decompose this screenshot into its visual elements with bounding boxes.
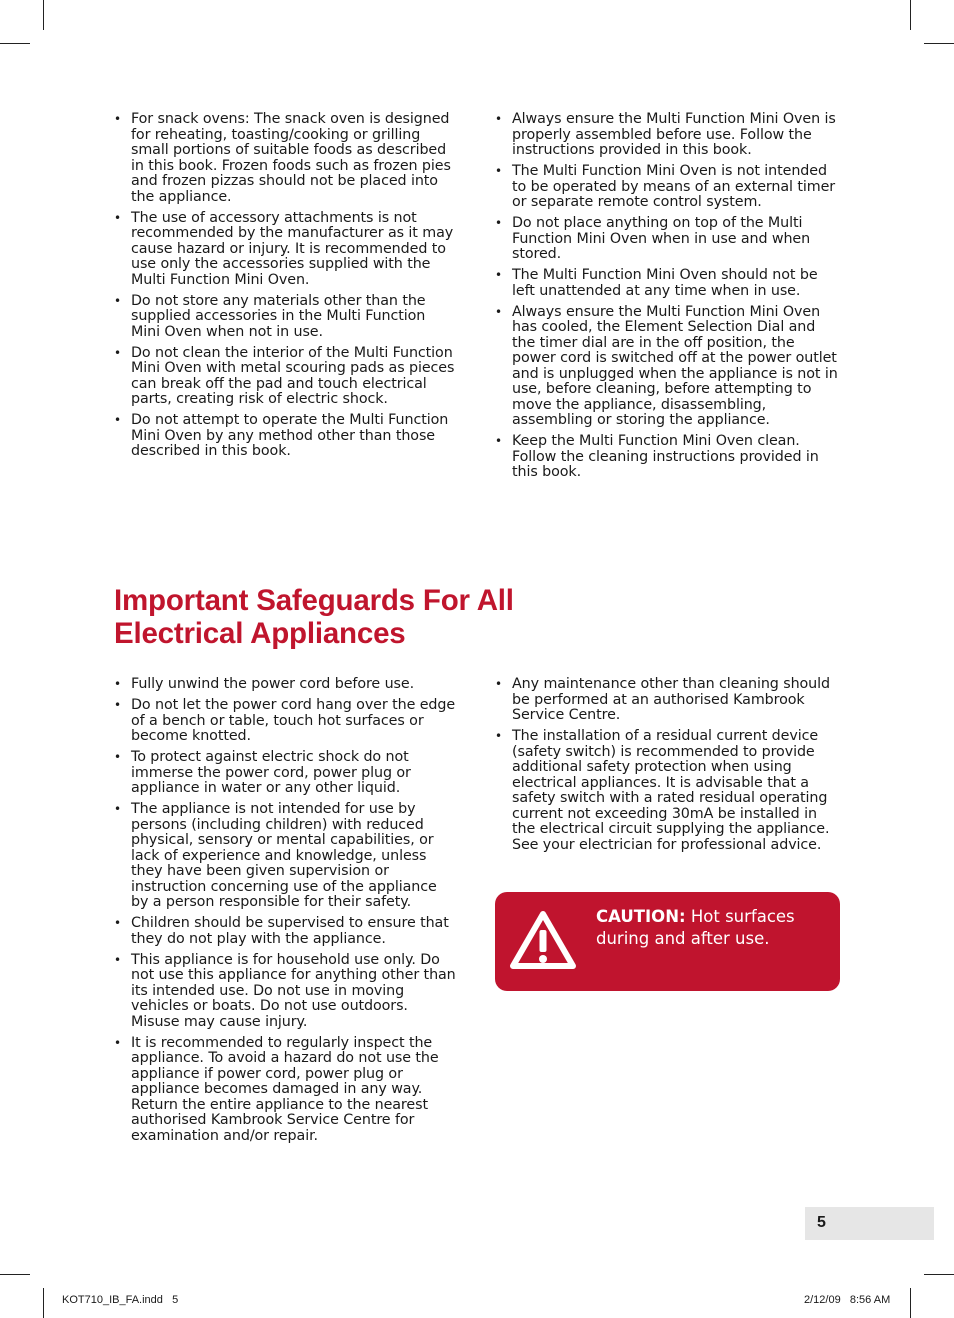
list-item: • Do not let the power cord hang over the edge of a bench or table, touch hot surfaces or become knotted. <box>114 698 457 745</box>
list-item: • The installation of a residual current device (safety switch) is recommended to provide additional safety protection when using electrical appliances. It is advisable that a safety switch with a rated residual operating current not exceeding 30mA be installed in the electrical circuit supplying the appliance. See your electrician for professional advice. <box>495 729 841 853</box>
crop-mark <box>910 0 911 30</box>
file-slug: KOT710_IB_FA.indd 5 <box>62 1294 179 1306</box>
crop-mark <box>910 1288 911 1318</box>
caution-box <box>495 892 840 991</box>
top-left-column <box>114 112 457 465</box>
crop-mark <box>43 1288 44 1318</box>
list-item: • Always ensure the Multi Function Mini Oven is properly assembled before use. Follow the instructions provided in this book. <box>495 112 841 159</box>
caution-label: CAUTION: <box>596 907 686 926</box>
list-item: • Keep the Multi Function Mini Oven clean. Follow the cleaning instructions provided in this book. <box>495 434 841 481</box>
bullet-list <box>114 112 457 460</box>
top-right-column <box>495 112 841 486</box>
crop-mark <box>0 43 30 44</box>
list-item: • It is recommended to regularly inspect the appliance. To avoid a hazard do not use the appliance if power cord, power plug or appliance becomes damaged in any way. Return the entire appliance to the nearest authorised Kambrook Service Centre for examination and/or repair. <box>114 1036 457 1145</box>
list-item: • This appliance is for household use only. Do not use this appliance for anything other than its intended use. Do not use in moving vehicles or boats. Do not use outdoors. Misuse may cause injury. <box>114 953 457 1031</box>
list-item: • Always ensure the Multi Function Mini Oven has cooled, the Element Selection Dial and the timer dial are in the off position, the power cord is switched off at the power outlet and is unplugged when the appliance is not in use, before cleaning, before attempting to move the appliance, disassembling, assembling or storing the appliance. <box>495 305 841 429</box>
caution-text: Hot surfaces during and after use. <box>596 907 795 948</box>
crop-mark <box>924 43 954 44</box>
date-slug: 2/12/09 8:56 AM <box>804 1294 891 1306</box>
page-number: 5 <box>817 1214 826 1231</box>
page-number-tab <box>805 1207 934 1240</box>
crop-mark <box>924 1274 954 1275</box>
bullet-list <box>114 677 457 1144</box>
caution-message <box>596 906 831 950</box>
list-item: • Any maintenance other than cleaning should be performed at an authorised Kambrook Service Centre. <box>495 677 841 724</box>
section-heading <box>114 584 634 650</box>
list-item: • Do not attempt to operate the Multi Function Mini Oven by any method other than those described in this book. <box>114 413 457 460</box>
list-item: • The Multi Function Mini Oven is not intended to be operated by means of an external timer or separate remote control system. <box>495 164 841 211</box>
section-right-column <box>495 677 841 859</box>
crop-mark <box>0 1274 30 1275</box>
bullet-list <box>495 112 841 481</box>
list-item: • Do not place anything on top of the Multi Function Mini Oven when in use and when stored. <box>495 216 841 263</box>
crop-mark <box>43 0 44 30</box>
heading-line: Important Safeguards For All <box>114 584 514 617</box>
list-item: • To protect against electric shock do not immerse the power cord, power plug or appliance in water or any other liquid. <box>114 750 457 797</box>
list-item: • The appliance is not intended for use by persons (including children) with reduced physical, sensory or mental capabilities, or lack of experience and knowledge, unless they have been given supervision or instruction concerning use of the appliance by a person responsible for their safety. <box>114 802 457 911</box>
warning-triangle-icon <box>508 909 578 973</box>
list-item: • Fully unwind the power cord before use. <box>114 677 457 693</box>
list-item: • Do not store any materials other than the supplied accessories in the Multi Function Mini Oven when not in use. <box>114 294 457 341</box>
heading-line: Electrical Appliances <box>114 617 406 650</box>
list-item: • For snack ovens: The snack oven is designed for reheating, toasting/cooking or grilling small portions of suitable foods as described in this book. Frozen foods such as frozen pies and frozen pizzas should not be placed into the appliance. <box>114 112 457 205</box>
list-item: • Do not clean the interior of the Multi Function Mini Oven with metal scouring pads as pieces can break off the pad and touch electrical parts, creating risk of electric shock. <box>114 346 457 408</box>
list-item: • The use of accessory attachments is not recommended by the manufacturer as it may cause hazard or injury. It is recommended to use only the accessories supplied with the Multi Function Mini Oven. <box>114 211 457 289</box>
bullet-list <box>495 677 841 853</box>
list-item: • Children should be supervised to ensure that they do not play with the appliance. <box>114 916 457 947</box>
list-item: • The Multi Function Mini Oven should not be left unattended at any time when in use. <box>495 268 841 299</box>
section-left-column <box>114 677 457 1150</box>
